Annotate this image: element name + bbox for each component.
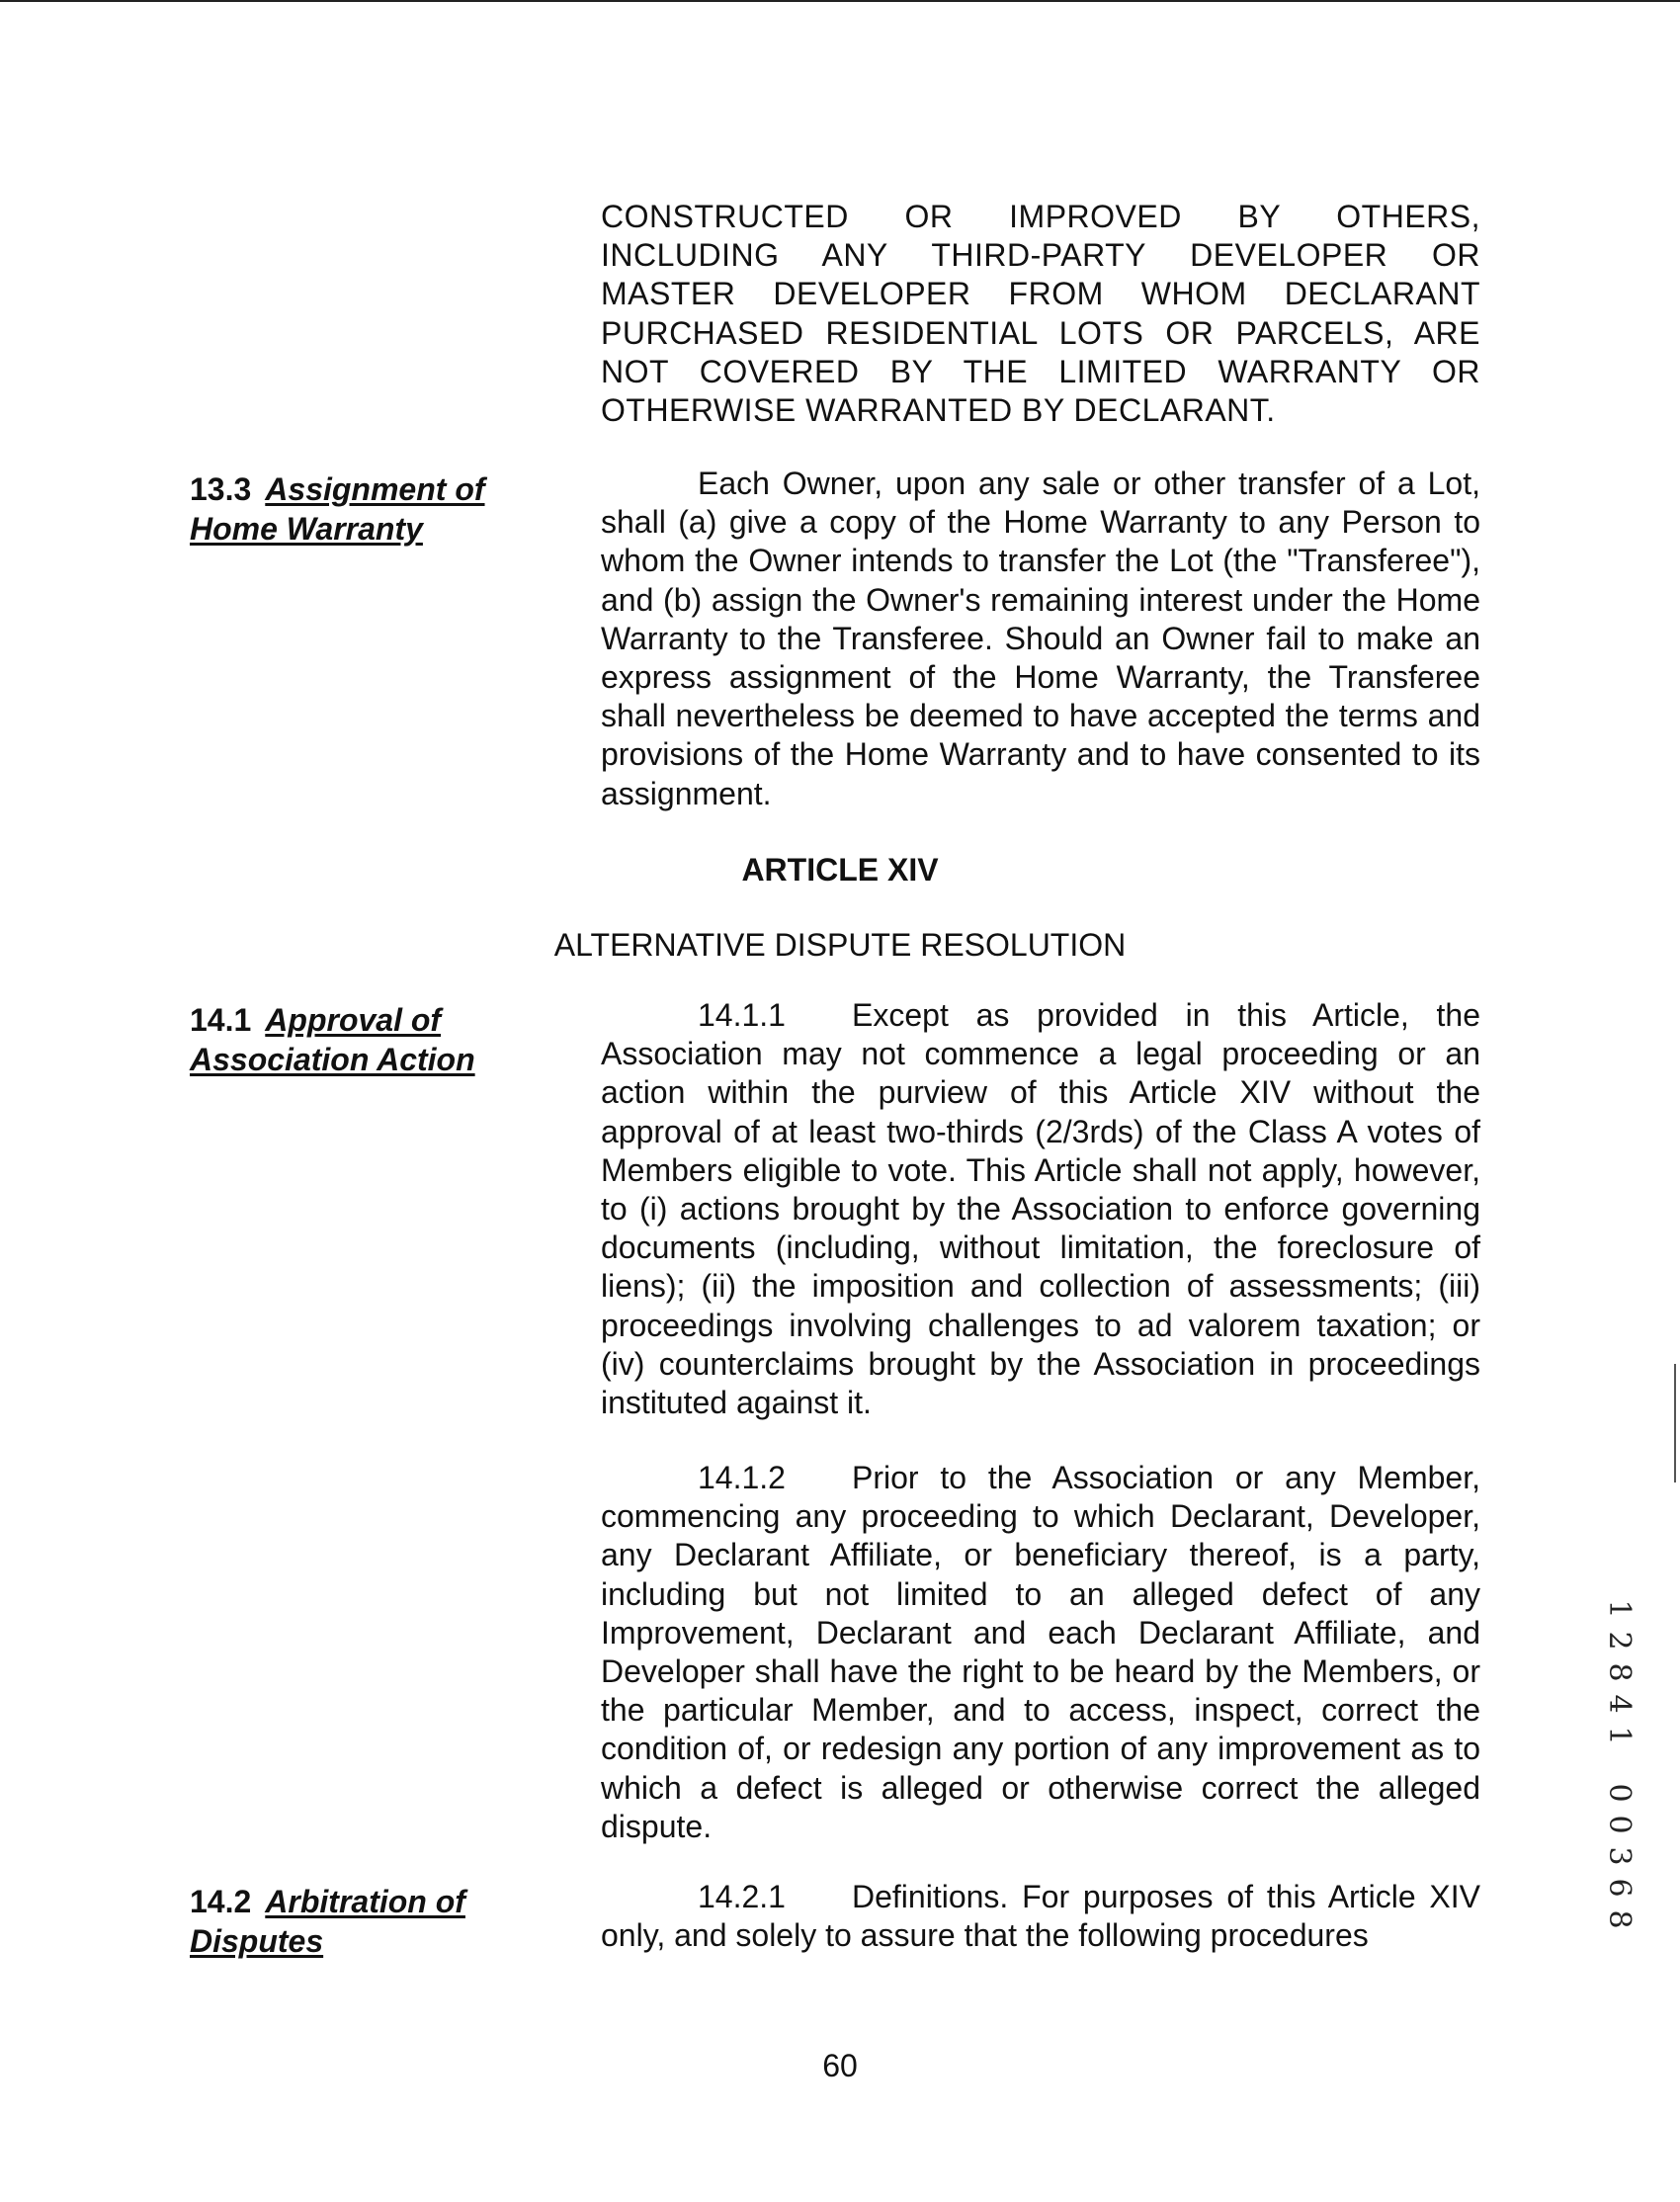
page-number: 60	[822, 2048, 858, 2083]
paragraph-14-1-1	[601, 996, 1480, 1422]
stamp-digit: 3	[1602, 1846, 1637, 1866]
section-title-line: Approval of	[265, 1002, 442, 1038]
recording-stamp	[1599, 1593, 1638, 1935]
paragraph-number: 14.1.1	[698, 997, 786, 1033]
scan-edge-right	[1674, 1364, 1676, 1482]
section-title-line: Home Warranty	[190, 511, 423, 547]
paragraph-text: Definitions. For purposes of this Article XIV only, and solely to assure that the following procedures	[601, 1879, 1480, 1954]
paragraph-number: 14.1.2	[698, 1460, 786, 1495]
stamp-digit: 8	[1602, 1909, 1637, 1929]
scan-edge-top	[0, 0, 1680, 2]
warranty-continuation-paragraph: CONSTRUCTED OR IMPROVED BY OTHERS, INCLUDING ANY THIRD-PARTY DEVELOPER OR MASTER DEVELOPER FROM WHOM DECLARANT PURCHASED RESIDENTIAL LOTS OR PARCELS, ARE NOT COVERED BY THE LIMITED WARRANTY OR OTHERWISE WARRANTED BY DECLARANT.	[601, 199, 1480, 429]
section-title-line: Disputes	[190, 1923, 324, 1959]
stamp-digit: 4	[1602, 1694, 1637, 1714]
paragraph-14-1-2	[601, 1459, 1480, 1846]
stamp-digit: 1	[1602, 1726, 1637, 1745]
section-number: 14.1	[190, 1002, 252, 1038]
paragraph-text: Prior to the Association or any Member, commencing any proceeding to which Declarant, Developer, any Declarant Affiliate, or beneficiary thereof, is a party, including but not limited to an alleged defect of any Improvement, Declarant and each Declarant Affiliate, and Developer shall have the right to be heard by the Members, or the particular Member, and to access, inspect, correct the condition of, or redesign any portion of any improvement as to which a defect is alleged or otherwise correct the alleged dispute.	[601, 1460, 1480, 1844]
section-13-3-text: Each Owner, upon any sale or other transfer of a Lot, shall (a) give a copy of the Home Warranty to any Person to whom the Owner intends to transfer the Lot (the "Transferee"), and (b) assign the Owner's remaining interest under the Home Warranty to the Transferee. Should an Owner fail to make an express assignment of the Home Warranty, the Transferee shall nevertheless be deemed to have accepted the terms and provisions of the Home Warranty and to have consented to its assignment.	[601, 466, 1480, 811]
stamp-digit: 0	[1602, 1783, 1637, 1803]
section-title-line: Association Action	[190, 1042, 475, 1077]
stamp-digit: 8	[1602, 1662, 1637, 1682]
stamp-digit: 0	[1602, 1815, 1637, 1834]
paragraph-14-2-1	[601, 1878, 1480, 1955]
section-number: 14.2	[190, 1884, 252, 1919]
stamp-digit: 1	[1602, 1599, 1637, 1619]
recording-stamp-line1-vertical	[1599, 1593, 1638, 1751]
stamp-digit: 6	[1602, 1878, 1637, 1898]
paragraph-number: 14.2.1	[698, 1879, 786, 1914]
stamp-digit: 2	[1602, 1631, 1637, 1651]
article-subtitle: ALTERNATIVE DISPUTE RESOLUTION	[553, 927, 1127, 963]
recording-stamp-line2-vertical	[1599, 1777, 1638, 1935]
article-heading: ARTICLE XIV	[741, 852, 939, 888]
paragraph-text: Except as provided in this Article, the Association may not commence a legal proceeding or an action within the purview of this Article XIV without the approval of at least two-thirds (2/3rds) of the Class A votes of Members eligible to vote. This Article shall not apply, however, to (i) actions brought by the Association to enforce governing documents (including, without limitation, the foreclosure of liens); (ii) the imposition and collection of assessments; (iii) proceedings involving challenges to ad valorem taxation; or (iv) counterclaims brought by the Association in proceedings instituted against it.	[601, 997, 1480, 1421]
section-13-3-heading	[190, 469, 565, 549]
section-14-2-heading	[190, 1882, 565, 1961]
section-number: 13.3	[190, 471, 252, 507]
section-title-line: Assignment of	[265, 471, 485, 507]
section-title-line: Arbitration of	[265, 1884, 465, 1919]
section-14-1-heading	[190, 1000, 565, 1079]
